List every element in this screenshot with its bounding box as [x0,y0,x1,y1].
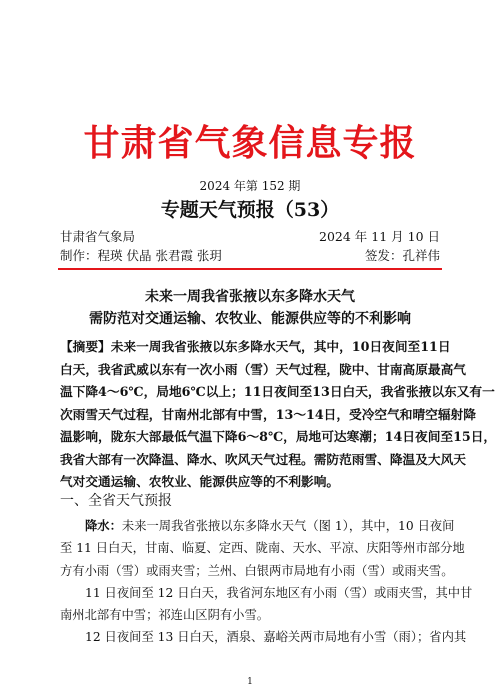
paragraph-line: 方有小雨（雪）或雨夹雪；兰州、白银两市局地有小雨（雪）或雨夹雪。 [60,563,454,578]
issue-number: 2024 年第 152 期 [199,179,301,193]
paragraph-line: 11 日夜间至 12 日白天，我省河东地区有小雨（雪）或雨夹雪，其中甘 [85,585,473,600]
abstract-line: 白天，我省武威以东有一次小雨（雪）天气过程，陇中、甘南高原最高气 [60,361,466,377]
headline-line-2: 需防范对交通运输、农牧业、能源供应等的不利影响 [89,311,411,327]
precip-label: 降水： [85,518,122,533]
meta-row-authors [60,247,440,264]
abstract-line: 气对交通运输、农牧业、能源供应等的不利影响。 [60,474,340,489]
meta-row-org [60,228,440,245]
org-name: 甘肃省气象局 [60,229,136,244]
paragraph-line: 至 11 日白天，甘南、临夏、定西、陇南、天水、平凉、庆阳等州市部分地 [60,541,465,556]
paragraph-line: 12 日夜间至 13 日白天，酒泉、嘉峪关两市局地有小雪（雨）；省内其 [85,630,467,645]
paragraph-line: 南州北部有中雪；祁连山区阴有小雪。 [60,608,270,623]
abstract-line: 温影响，陇东大部最低气温下降6～8℃，局地可达寒潮；14日夜间至15日， [60,429,497,444]
abstract-line: 【摘要】未来一周我省张掖以东多降水天气，其中，10日夜间至11日 [60,339,451,354]
signer: 签发：孔祥伟 [364,248,440,263]
report-subtitle: 专题天气预报（53） [160,199,340,221]
abstract-line: 我省大部有一次降温、降水、吹风天气过程。需防范雨雪、降温及大风天 [60,451,466,467]
authors: 制作：程瑛 伏晶 张君霞 张玥 [60,248,222,263]
precip-text: 未来一周我省张掖以东多降水天气（图 1），其中，10 日夜间 [121,519,455,533]
abstract [60,336,497,494]
headline-line-1: 未来一周我省张掖以东多降水天气 [145,289,355,305]
masthead-title: 甘肃省气象信息专报 [83,123,417,164]
body-text [60,515,473,649]
abstract-line: 温下降4～6℃，局地6℃以上；11日夜间至13日白天，我省张掖以东又有一 [60,384,495,399]
issue-date: 2024 年 11 月 10 日 [319,229,440,244]
header-divider [58,268,442,270]
section-heading: 一、全省天气预报 [60,493,172,509]
page-number: 1 [247,677,253,687]
abstract-line: 次雨雪天气过程，甘南州北部有中雪，13～14日，受冷空气和晴空辐射降 [60,406,476,422]
paragraph-line [60,515,455,537]
